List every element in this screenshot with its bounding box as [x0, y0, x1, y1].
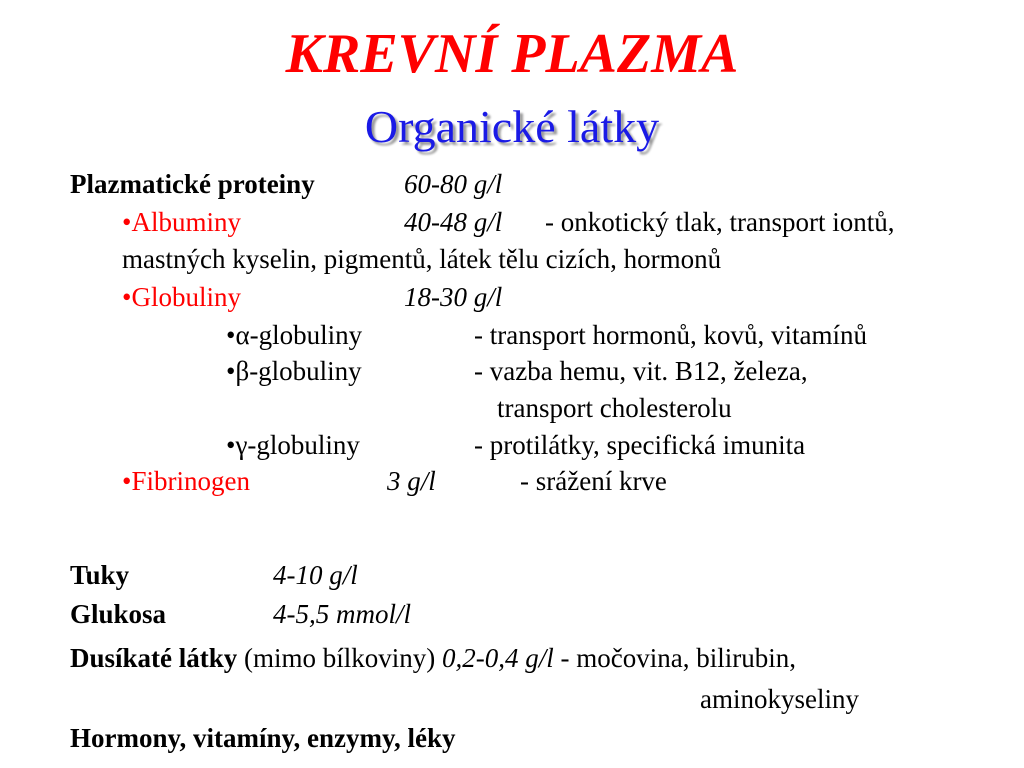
dusikate-value: 0,2-0,4 g/l	[442, 643, 554, 673]
slide-subtitle: Organické látky	[364, 101, 660, 152]
gamma-globuliny-desc: - protilátky, specifická imunita	[474, 430, 806, 460]
dusikate-line	[70, 645, 796, 672]
dusikate-desc-cont: aminokyseliny	[700, 684, 859, 714]
albuminy-value: 40-48 g/l	[404, 207, 503, 237]
proteins-label: Plazmatické proteiny	[70, 169, 315, 199]
beta-globuliny-desc-cont: transport cholesterolu	[497, 393, 732, 423]
slide-title: KREVNÍ PLAZMA	[285, 23, 739, 85]
glukosa-label: Glukosa	[70, 599, 167, 629]
dusikate-label: Dusíkaté látky	[70, 643, 238, 673]
fibrinogen-desc: - srážení krve	[520, 466, 667, 496]
bullet: •	[122, 207, 132, 237]
dusikate-note: (mimo bílkoviny)	[244, 643, 436, 673]
globuliny-item	[122, 284, 241, 311]
albuminy-desc: - onkotický tlak, transport iontů,	[545, 207, 895, 237]
hormony-label: Hormony, vitamíny, enzymy, léky	[70, 723, 456, 753]
albuminy-name: Albuminy	[131, 207, 241, 237]
alpha-globuliny-desc: - transport hormonů, kovů, vitamínů	[474, 320, 867, 350]
glukosa-value: 4-5,5 mmol/l	[273, 599, 411, 629]
bullet: •	[122, 466, 132, 496]
gamma-globuliny-name: •γ-globuliny	[226, 430, 360, 460]
proteins-value: 60-80 g/l	[404, 169, 503, 199]
bullet: •	[122, 282, 132, 312]
dusikate-desc: - močovina, bilirubin,	[560, 643, 796, 673]
tuky-label: Tuky	[70, 560, 130, 590]
fibrinogen-item	[122, 468, 250, 495]
albuminy-item	[122, 209, 241, 236]
fibrinogen-value: 3 g/l	[387, 466, 436, 496]
alpha-globuliny-name: •α-globuliny	[226, 320, 363, 350]
fibrinogen-name: Fibrinogen	[131, 466, 250, 496]
beta-globuliny-desc: - vazba hemu, vit. B12, železa,	[474, 356, 808, 386]
beta-globuliny-name: •β-globuliny	[226, 356, 362, 386]
globuliny-name: Globuliny	[131, 282, 241, 312]
tuky-value: 4-10 g/l	[273, 560, 358, 590]
albuminy-desc-cont: mastných kyselin, pigmentů, látek tělu cizích, hormonů	[122, 244, 722, 274]
globuliny-value: 18-30 g/l	[404, 282, 503, 312]
